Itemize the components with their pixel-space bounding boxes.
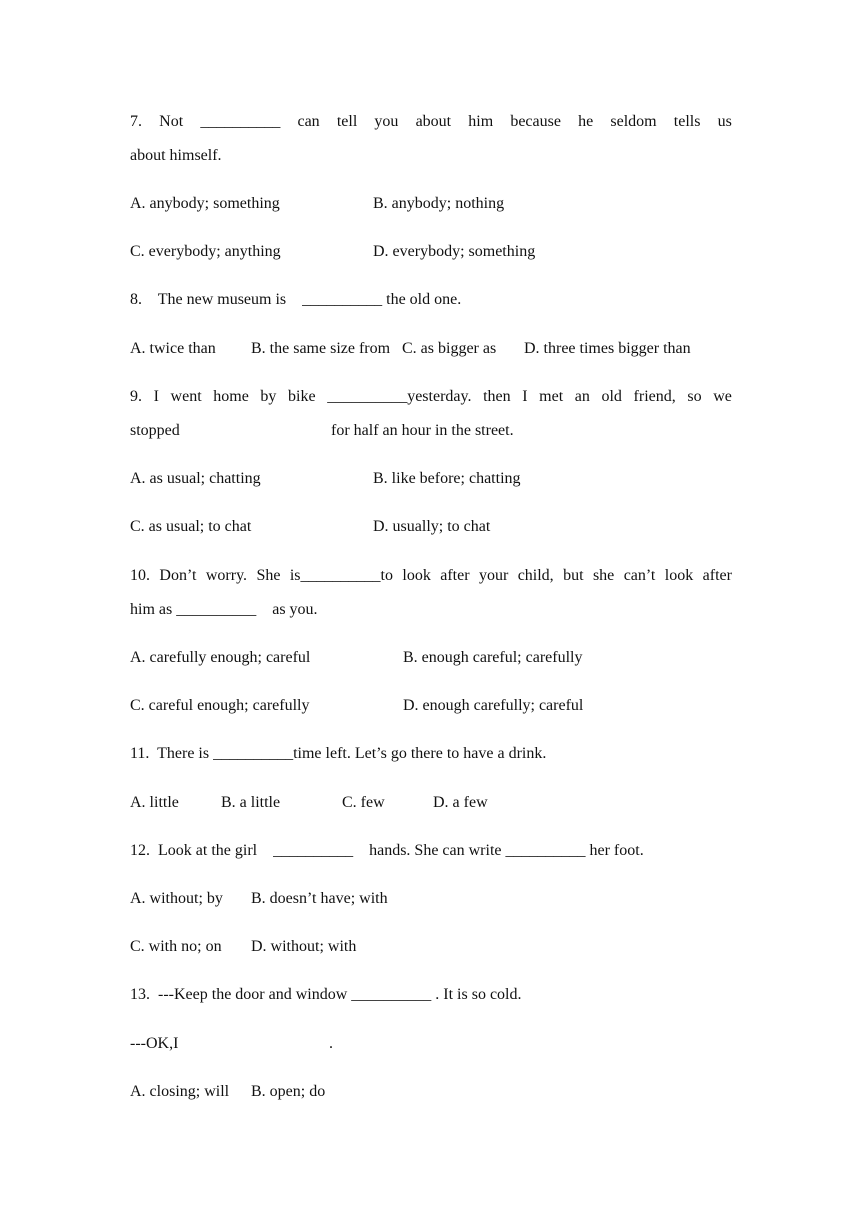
q11-option-d: D. a few — [433, 794, 488, 811]
q12-option-c: C. with no; on — [130, 938, 222, 955]
q8-option-b: B. the same size from — [251, 340, 391, 357]
q13-option-b: B. open; do — [251, 1083, 326, 1100]
q8-option-a: A. twice than — [130, 340, 216, 357]
q10-word: worry. — [205, 567, 248, 584]
q9-word: home — [213, 388, 249, 405]
q9-word: I — [522, 388, 528, 405]
q9-blank-word: __________yesterday. — [327, 388, 472, 405]
q7-word: because — [510, 113, 561, 130]
q7-stem-line1 — [130, 112, 732, 132]
q9-option-b: B. like before; chatting — [373, 470, 521, 487]
q9-word: 9. — [130, 388, 142, 405]
q10-word: 10. — [130, 567, 150, 584]
q9-option-c: C. as usual; to chat — [130, 518, 252, 535]
q9-word: we — [713, 388, 732, 405]
q9-word: by — [260, 388, 277, 405]
q10-word: after — [702, 567, 732, 584]
q7-word: him — [468, 113, 494, 130]
q12-option-b: B. doesn’t have; with — [251, 890, 388, 907]
q9-word: bike — [288, 388, 316, 405]
q9-stem-line1 — [130, 387, 732, 407]
q9-option-d: D. usually; to chat — [373, 518, 491, 535]
q9-word: an — [574, 388, 590, 405]
q12-option-a: A. without; by — [130, 890, 223, 907]
q9-word: so — [687, 388, 702, 405]
q12-stem: 12. Look at the girl __________ hands. She can write __________ her foot. — [130, 842, 644, 859]
q10-word: she — [592, 567, 615, 584]
q7-word: tell — [336, 113, 358, 130]
q11-option-c: C. few — [342, 794, 385, 811]
q7-word: tells — [673, 113, 701, 130]
q11-option-b: B. a little — [221, 794, 281, 811]
q9-option-a: A. as usual; chatting — [130, 470, 261, 487]
q9-word: then — [483, 388, 511, 405]
q10-option-a: A. carefully enough; careful — [130, 649, 311, 666]
q10-word: your — [478, 567, 509, 584]
q10-option-d: D. enough carefully; careful — [403, 697, 584, 714]
q11-stem: 11. There is __________time left. Let’s go there to have a drink. — [130, 745, 547, 762]
q10-word: can’t — [623, 567, 656, 584]
q8-option-c: C. as bigger as — [402, 340, 497, 357]
q13-option-a: A. closing; will — [130, 1083, 230, 1100]
q7-word: 7. — [130, 113, 142, 130]
q9-stem-line2b: for half an hour in the street. — [331, 422, 514, 439]
q13-response-a: ---OK,I — [130, 1035, 179, 1052]
q8-stem: 8. The new museum is __________ the old one. — [130, 291, 462, 308]
q10-word: look — [664, 567, 694, 584]
q10-option-c: C. careful enough; carefully — [130, 697, 310, 714]
q13-stem: 13. ---Keep the door and window __________ . It is so cold. — [130, 986, 522, 1003]
q7-word: seldom — [610, 113, 657, 130]
q10-word: but — [563, 567, 584, 584]
q7-option-d: D. everybody; something — [373, 243, 536, 260]
q7-blank: __________ — [200, 113, 281, 130]
q9-word: friend, — [633, 388, 676, 405]
q10-word: look — [402, 567, 431, 584]
q9-word: went — [170, 388, 202, 405]
q12-option-d: D. without; with — [251, 938, 357, 955]
q10-word: child, — [517, 567, 554, 584]
q7-option-c: C. everybody; anything — [130, 243, 281, 260]
q7-word: you — [374, 113, 399, 130]
q7-word: us — [717, 113, 732, 130]
q9-word: I — [153, 388, 159, 405]
q7-word: about — [415, 113, 452, 130]
q9-word: met — [539, 388, 564, 405]
q9-word: old — [601, 388, 622, 405]
q8-option-d: D. three times bigger than — [524, 340, 691, 357]
q7-word: Not — [159, 113, 184, 130]
q13-response-b: . — [329, 1035, 333, 1052]
q7-option-b: B. anybody; nothing — [373, 195, 505, 212]
q7-stem-line2: about himself. — [130, 147, 222, 164]
q10-stem-line2: him as __________ as you. — [130, 601, 318, 618]
q10-word: Don’t — [159, 567, 197, 584]
q10-word: She — [256, 567, 281, 584]
q10-stem-line1 — [130, 566, 732, 586]
q10-option-b: B. enough careful; carefully — [403, 649, 583, 666]
q7-word: he — [578, 113, 594, 130]
q7-option-a: A. anybody; something — [130, 195, 280, 212]
q11-option-a: A. little — [130, 794, 179, 811]
q7-word: can — [297, 113, 320, 130]
q9-stem-line2a: stopped — [130, 422, 180, 439]
q10-word: after — [440, 567, 470, 584]
q10-blank-word: is__________to — [289, 567, 393, 584]
